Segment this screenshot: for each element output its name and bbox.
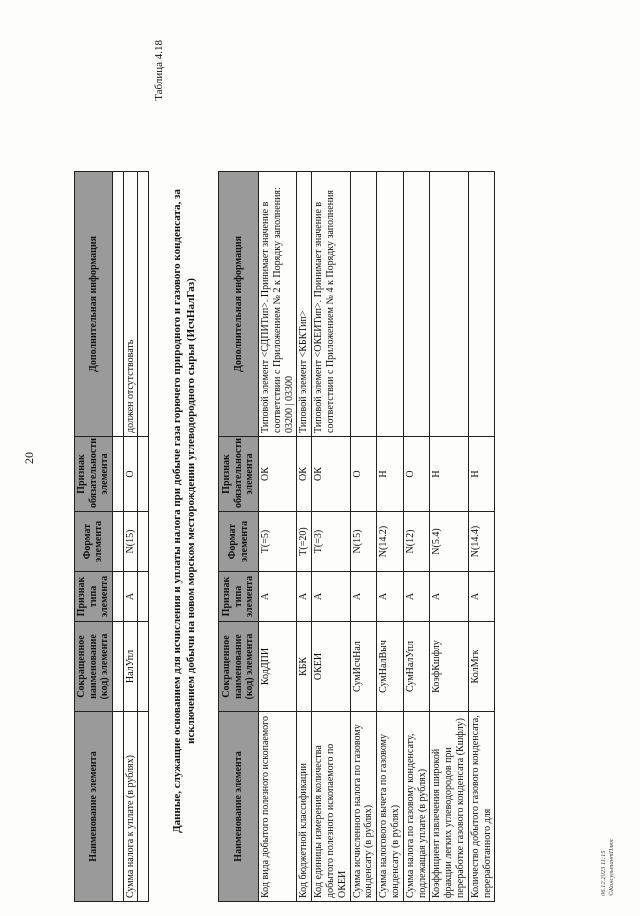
table-row [297, 172, 312, 902]
cell-code: СумИсчНал [350, 622, 377, 712]
table-row [430, 172, 468, 902]
header-element-type: Признак типа элемента [219, 572, 259, 622]
cell-info [377, 172, 404, 437]
table-row [403, 172, 430, 902]
cell-obligation: О [123, 437, 138, 512]
cell-format: N(14.4) [468, 512, 495, 572]
cell-obligation: Н [468, 437, 495, 512]
cell-obligation: О [403, 437, 430, 512]
cell-format: N(12) [403, 512, 430, 572]
table-caption [170, 166, 199, 856]
cell-format: N(14.2) [377, 512, 404, 572]
table-row [377, 172, 404, 902]
cell-type: А [123, 572, 138, 622]
table-row [468, 172, 495, 902]
table-isch-nal-gaz [218, 171, 495, 902]
stamp-date: 06.12.2023 11:15 [600, 850, 607, 896]
table-row [350, 172, 377, 902]
cell-type: А [468, 572, 495, 622]
table-row [312, 172, 350, 902]
cell-info: Типовой элемент <ОКЕИТип>. Принимает значение в соответствии с Приложением № 4 к Порядку заполнения [312, 172, 350, 437]
cell-info [430, 172, 468, 437]
print-stamp [600, 838, 616, 896]
cell-type: А [312, 572, 350, 622]
header-additional-info: Дополнительная информация [219, 172, 259, 437]
header-element-format: Формат элемента [75, 512, 113, 572]
cell-code: КодДПИ [259, 622, 297, 712]
table-number: Таблица 4.18 [153, 40, 165, 101]
cell-code: НалУпл [123, 622, 138, 712]
cell-obligation: О [350, 437, 377, 512]
cell-type: А [403, 572, 430, 622]
header-element-obligation: Признак обязательности элемента [219, 437, 259, 512]
cell-obligation: Н [430, 437, 468, 512]
header-element-code: Сокращенное наименование (код) элемента [75, 622, 113, 712]
cell-name: Сумма налога к уплате (в рублях) [123, 712, 138, 902]
table-row [123, 172, 138, 902]
cell-name: Коэффициент извлечения широкой фракции легких углеводородов при переработке газового конденсата (Кшфлу) [430, 712, 468, 902]
cell-code: КолМгк [468, 622, 495, 712]
header-element-name: Наименование элемента [75, 712, 113, 902]
header-additional-info: Дополнительная информация [75, 172, 113, 437]
table-row [259, 172, 297, 902]
cell-name: Сумма исчисленного налога по газовому конденсату (в рублях) [350, 712, 377, 902]
header-element-name: Наименование элемента [219, 712, 259, 902]
caption-line-1: Данные, служащие основанием для исчисления и уплаты налога при добыче газа горючего природного и газового конденсата, за [171, 189, 183, 833]
header-element-obligation: Признак обязательности элемента [75, 437, 113, 512]
cell-info [350, 172, 377, 437]
cell-name: Количество добытого газового конденсата, переработанного для [468, 712, 495, 902]
cell-name: Сумма налога по газовому конденсату, подлежащая уплате (в рублях) [403, 712, 430, 902]
caption-line-2: исключением добычи на новом морском месторождении углеводородного сырья (ИсчНалГаз) [185, 278, 198, 744]
page-number: 20 [22, 452, 36, 464]
header-element-format: Формат элемента [219, 512, 259, 572]
table-continuation [74, 171, 149, 902]
cell-type: А [350, 572, 377, 622]
stamp-source: ©КонсультантПлюс [607, 838, 615, 896]
cell-obligation: ОК [312, 437, 350, 512]
cell-code: КоэфКшфлу [430, 622, 468, 712]
cell-format: T(=20) [297, 512, 312, 572]
cell-format: N(15) [350, 512, 377, 572]
cell-type: А [377, 572, 404, 622]
cell-code: СумНалУпл [403, 622, 430, 712]
cell-info: Типовой элемент <КБКТип> [297, 172, 312, 437]
cell-code: ОКЕИ [312, 622, 350, 712]
cell-code: КБК [297, 622, 312, 712]
cell-obligation: ОК [259, 437, 297, 512]
cell-obligation: ОК [297, 437, 312, 512]
cell-type: А [259, 572, 297, 622]
cell-code: СумНалВыч [377, 622, 404, 712]
cell-format: T(=3) [312, 512, 350, 572]
cell-info: должен отсутствовать [123, 172, 138, 437]
cell-info [403, 172, 430, 437]
cell-name: Сумма налогового вычета по газовому конденсату (в рублях) [377, 712, 404, 902]
header-element-code: Сокращенное наименование (код) элемента [219, 622, 259, 712]
cell-type: А [430, 572, 468, 622]
cell-format: N(5.4) [430, 512, 468, 572]
header-element-type: Признак типа элемента [75, 572, 113, 622]
cell-type: А [297, 572, 312, 622]
cell-format: N(15) [123, 512, 138, 572]
cell-obligation: Н [377, 437, 404, 512]
cell-format: T(=5) [259, 512, 297, 572]
cell-name: Код единицы измерения количества добытого полезного ископаемого по ОКЕИ [312, 712, 350, 902]
cell-name: Код бюджетной классификации [297, 712, 312, 902]
cell-info [468, 172, 495, 437]
cell-info: Типовой элемент <СДПИТип>. Принимает значение в соответствии с Приложением № 2 к Порядку заполнения: 03200 | 03300 [259, 172, 297, 437]
cell-name: Код вида добытого полезного ископаемого [259, 712, 297, 902]
